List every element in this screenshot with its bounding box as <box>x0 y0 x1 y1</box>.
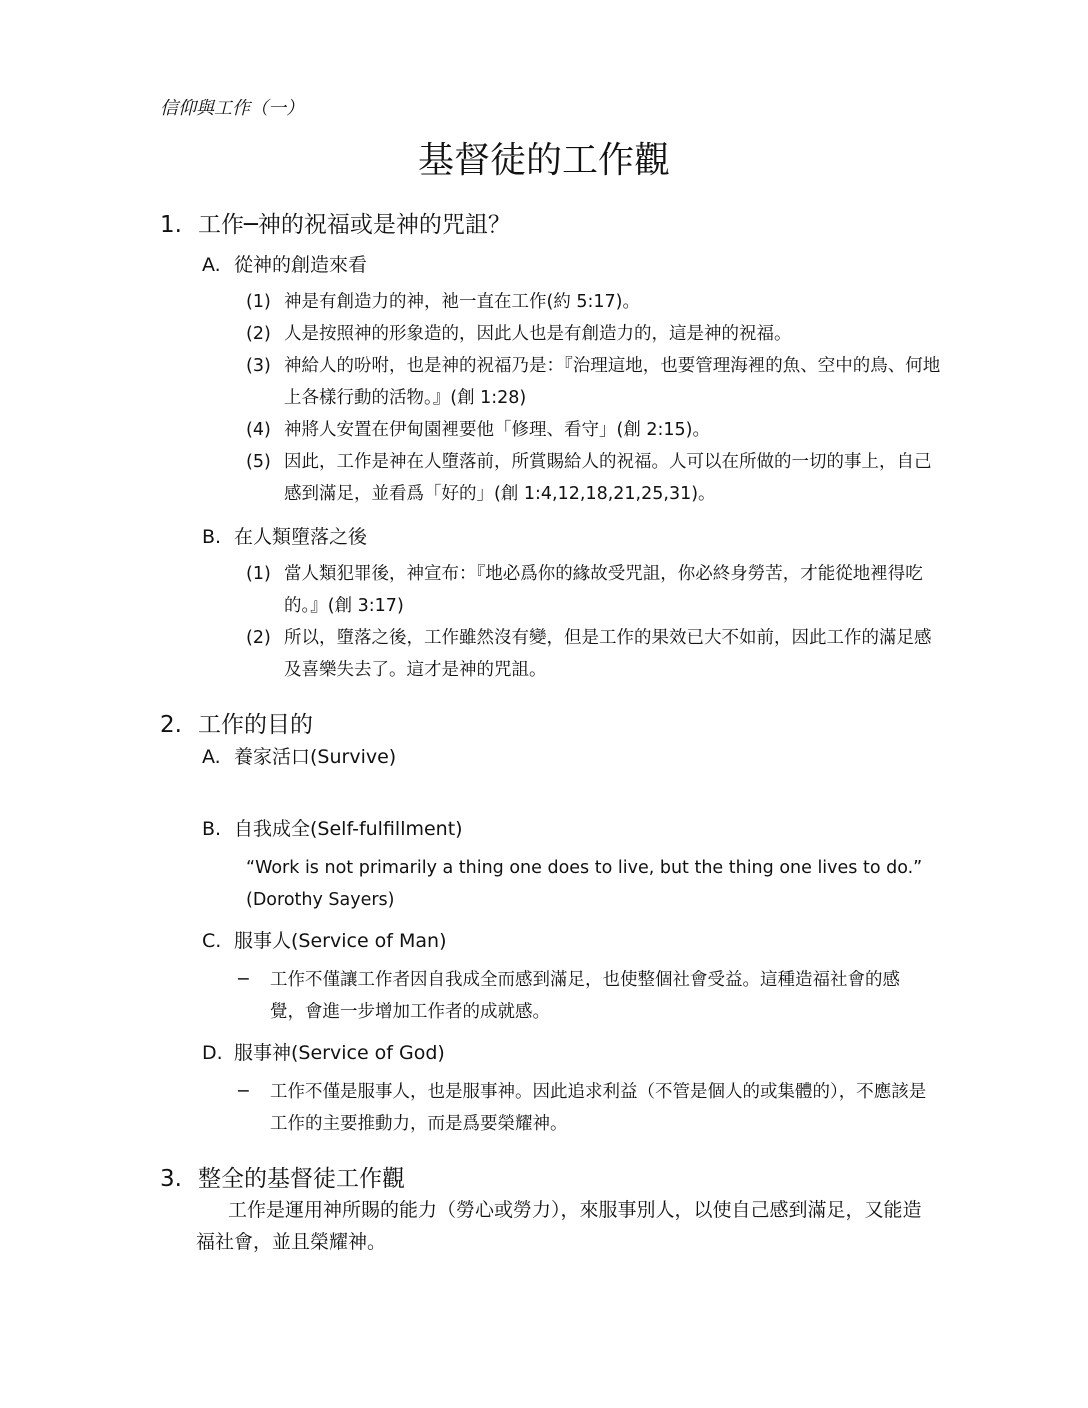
section-2-heading <box>160 706 313 739</box>
subsection-2d-heading <box>202 1038 445 1065</box>
closing-paragraph: 工作是運用神所賜的能力（勞心或勞力），來服事別人，以使自己感到滿足，又能造福社會，並且榮耀神。 <box>196 1199 922 1253</box>
subsection-letter: A. <box>202 254 221 276</box>
subsection-2a-heading <box>202 742 396 769</box>
quote-attribution: (Dorothy Sayers) <box>246 890 395 910</box>
section-number: 2. <box>160 712 182 738</box>
section-1-heading <box>160 206 511 239</box>
subsection-letter: B. <box>202 818 222 840</box>
list-item <box>246 622 944 686</box>
list-item <box>246 350 944 414</box>
list-item <box>246 446 944 510</box>
dash-marker: ─ <box>238 970 249 990</box>
list-item <box>246 318 944 350</box>
list-marker: (1) <box>246 292 271 312</box>
subsection-1a-heading <box>202 250 367 277</box>
series-label: 信仰與工作（一） <box>160 98 304 119</box>
subsection-2c-heading <box>202 926 447 953</box>
paragraph-text: 工作不僅是服事人，也是服事神。因此追求利益（不管是個人的或集體的），不應該是工作的主要推動力，而是爲要榮耀神。 <box>270 1082 927 1134</box>
list-marker: (5) <box>246 452 271 472</box>
subsection-letter: C. <box>202 930 222 952</box>
dash-marker: ─ <box>238 1082 249 1102</box>
section-title: 工作的目的 <box>198 712 313 738</box>
quote-text: “Work is not primarily a thing one does to live, but the thing one lives to do.” <box>246 858 923 878</box>
section-3-heading <box>160 1160 405 1193</box>
subsection-title: 服事神(Service of God) <box>234 1042 445 1064</box>
section-number: 1. <box>160 212 182 238</box>
section-title: 工作─神的祝福或是神的咒詛？ <box>198 212 511 238</box>
subsection-title: 從神的創造來看 <box>234 254 368 276</box>
list-item-text: 人是按照神的形象造的，因此人也是有創造力的，這是神的祝福。 <box>284 324 792 344</box>
section-title: 整全的基督徒工作觀 <box>198 1166 405 1192</box>
list-item-text: 因此，工作是神在人墮落前，所賞賜給人的祝福。人可以在所做的一切的事上，自己感到滿足，並看爲「好的」(創 1:4,12,18,21,25,31)。 <box>284 452 932 504</box>
subsection-letter: D. <box>202 1042 223 1064</box>
list-item-text: 當人類犯罪後，神宣布：『地必爲你的緣故受咒詛，你必終身勞苦，才能從地裡得吃的。』(創 3:17) <box>284 564 923 616</box>
list-marker: (1) <box>246 564 271 584</box>
subsection-title: 養家活口(Survive) <box>234 746 397 768</box>
list-marker: (2) <box>246 324 271 344</box>
list-marker: (3) <box>246 356 271 376</box>
dash-paragraph <box>238 964 934 1028</box>
subsection-title: 服事人(Service of Man) <box>234 930 447 952</box>
list-item <box>246 558 944 622</box>
list-item <box>246 414 944 446</box>
subsection-title: 在人類墮落之後 <box>234 526 368 548</box>
section-number: 3. <box>160 1166 182 1192</box>
list-marker: (4) <box>246 420 271 440</box>
subsection-letter: A. <box>202 746 221 768</box>
subsection-2b-heading <box>202 814 463 841</box>
list-marker: (2) <box>246 628 271 648</box>
paragraph-text: 工作不僅讓工作者因自我成全而感到滿足，也使整個社會受益。這種造福社會的感覺，會進一步增加工作者的成就感。 <box>270 970 900 1022</box>
dash-paragraph <box>238 1076 934 1140</box>
list-item-text: 神將人安置在伊甸園裡要他「修理、看守」(創 2:15)。 <box>284 420 711 440</box>
list-item-text: 神給人的吩咐，也是神的祝福乃是：『治理這地，也要管理海裡的魚、空中的鳥、何地上各樣行動的活物。』(創 1:28) <box>284 356 941 408</box>
subsection-letter: B. <box>202 526 222 548</box>
list-item <box>246 286 944 318</box>
subsection-title: 自我成全(Self-fulfillment) <box>234 818 463 840</box>
list-item-text: 神是有創造力的神，祂一直在工作(約 5:17)。 <box>284 292 641 312</box>
subsection-1b-heading <box>202 522 367 549</box>
page-title: 基督徒的工作觀 <box>417 140 670 181</box>
list-item-text: 所以，墮落之後，工作雖然沒有變，但是工作的果效已大不如前，因此工作的滿足感及喜樂失去了。這才是神的咒詛。 <box>284 628 932 680</box>
